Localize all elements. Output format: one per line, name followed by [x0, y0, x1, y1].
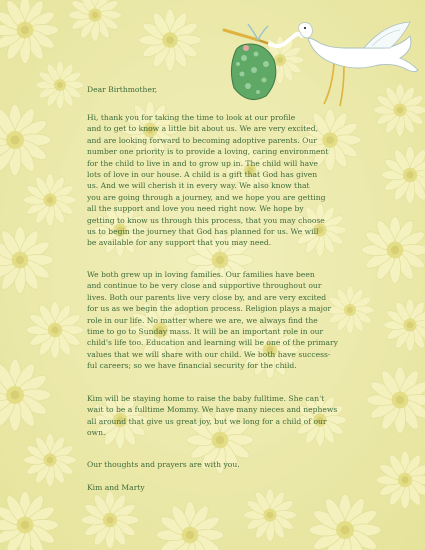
letter-paragraph-intro: Hi, thank you for taking the time to look at our profile and to get to know a little bit about us. We are very excited, and are looking forward to becoming adoptive parents. Our number one priority is to provide a loving, caring environment for the child to live in and to grow up in. The child will have lots of love in our house. A child is a gift that God has given us. And we will cherish it in every way. We also know that you are going through a journey, and we hope you are getting all the support and love you need right now. We hope by getting to know us through this process, that you may choose us to begin the journey that God has planned for us. We will be available for any support that you may need.	[87, 113, 329, 248]
letter-paragraph-families: We both grew up in loving families. Our families have been and continue to be very close and supportive throughout our lives. Both our parents live very close by, and are very excited for us as we begin the adoption process. Religion plays a major role in our life. No matter where we are, we always find the time to go to Sunday mass. It will be an important role in our child's life too. Education and learning will be one of the primary values that we will share with our child. We both have success- ful careers; so we have financial security for the child.	[87, 270, 338, 371]
letter-paragraph-closing: Our thoughts and prayers are with you.	[87, 460, 240, 469]
letter-paragraph-home: Kim will be staying home to raise the baby fulltime. She can't wait to be a fulltime Mommy. We have many nieces and nephews all around that give us great joy, but we long for a child of our own.	[87, 394, 338, 438]
letter-signature: Kim and Marty	[87, 483, 145, 492]
letter-salutation: Dear Birthmother,	[87, 85, 158, 94]
